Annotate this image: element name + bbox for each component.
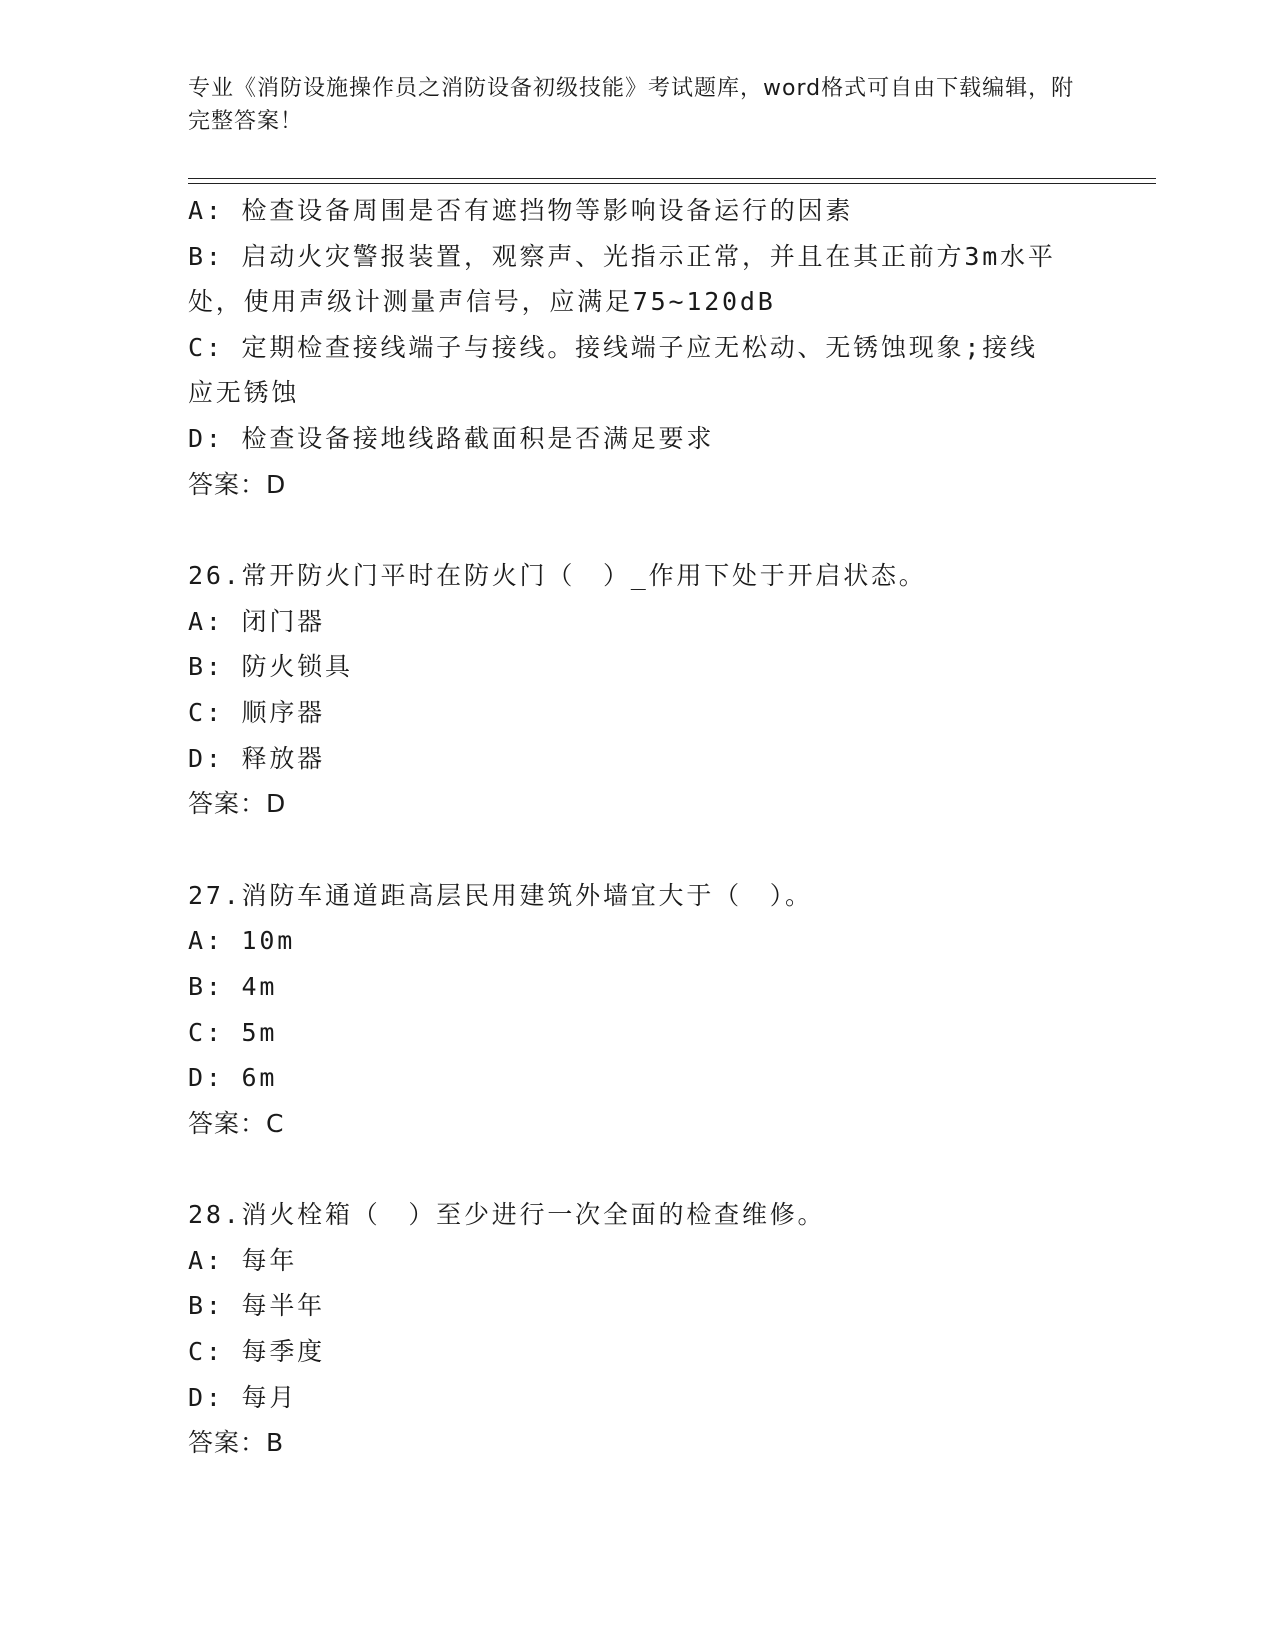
option-d: D: 检查设备接地线路截面积是否满足要求 <box>188 423 715 453</box>
option-c: C: 5m <box>188 1017 278 1047</box>
option-a: A: 检查设备周围是否有遮挡物等影响设备运行的因素 <box>188 196 854 225</box>
answer: 答案：B <box>188 1428 285 1458</box>
question-list <box>188 188 1088 1466</box>
spacer <box>188 827 1088 873</box>
option-d: D: 每月 <box>188 1382 298 1412</box>
question-block-26 <box>188 553 1088 827</box>
question-text: 28.消火栓箱（ ）至少进行一次全面的检查维修。 <box>188 1200 826 1230</box>
option-c: C: 定期检查接线端子与接线。接线端子应无松动、无锈蚀现象;接线应无锈蚀 <box>188 332 1038 408</box>
question-block-25 <box>188 188 1088 507</box>
option-b: B: 防火锁具 <box>188 652 353 682</box>
option-a: A: 每年 <box>188 1245 298 1275</box>
option-b: B: 4m <box>188 971 278 1001</box>
header-divider-top <box>188 178 1156 179</box>
answer: 答案：D <box>188 789 287 819</box>
option-b: B: 每半年 <box>188 1291 325 1321</box>
header-divider-bottom <box>188 183 1156 184</box>
option-d: D: 释放器 <box>188 743 325 773</box>
document-header: 专业《消防设施操作员之消防设备初级技能》考试题库，word格式可自由下载编辑，附完整答案！ <box>188 76 1075 134</box>
option-c: C: 顺序器 <box>188 697 325 727</box>
question-text: 27.消防车通道距高层民用建筑外墙宜大于（ ）。 <box>188 880 813 910</box>
option-a: A: 闭门器 <box>188 606 325 636</box>
option-a: A: 10m <box>188 926 296 956</box>
answer: 答案：D <box>188 469 287 499</box>
option-c: C: 每季度 <box>188 1337 325 1367</box>
spacer <box>188 507 1088 553</box>
question-block-27 <box>188 873 1088 1147</box>
spacer <box>188 1146 1088 1192</box>
option-b: B: 启动火灾警报装置，观察声、光指示正常，并且在其正前方3m水平处，使用声级计测量声信号，应满足75~120dB <box>188 241 1056 317</box>
question-text: 26.常开防火门平时在防火门（ ）_作用下处于开启状态。 <box>188 561 927 591</box>
answer: 答案：C <box>188 1108 285 1138</box>
question-block-28 <box>188 1192 1088 1466</box>
option-d: D: 6m <box>188 1063 278 1093</box>
